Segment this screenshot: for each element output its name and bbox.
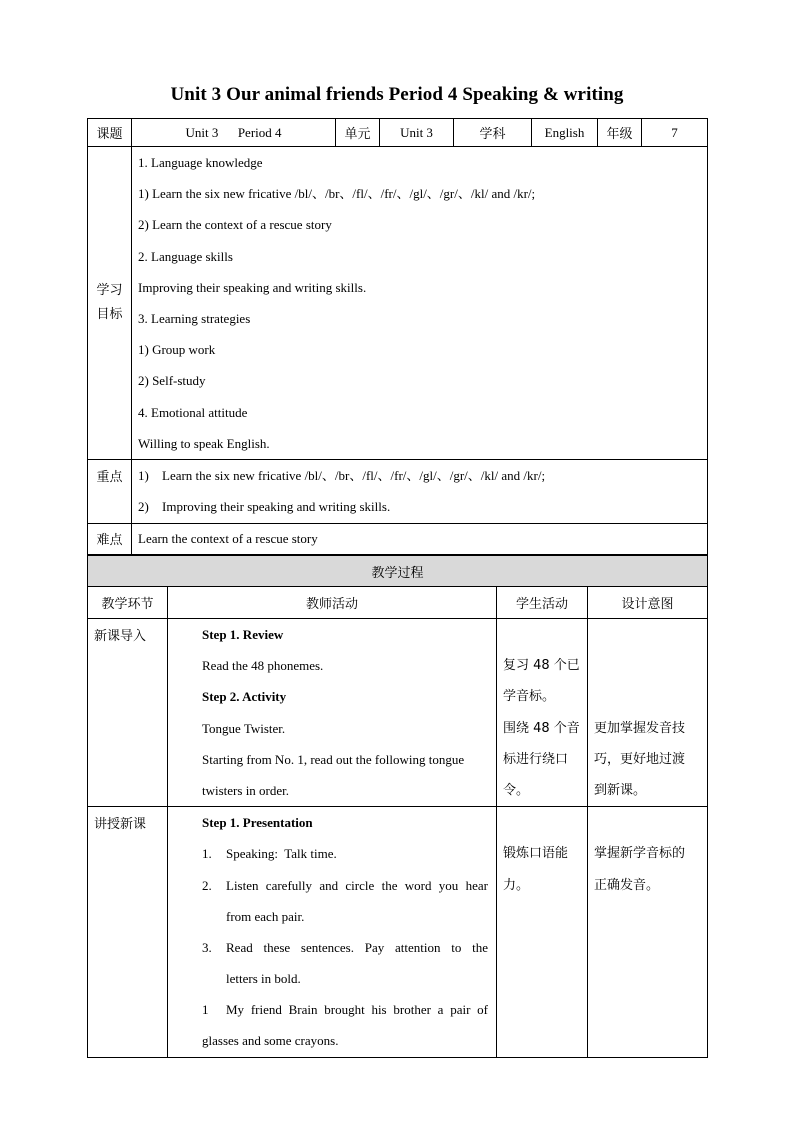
intent-line: 巧，更好地过渡 — [594, 751, 686, 767]
objective-line: 2. Language skills — [138, 248, 233, 264]
teacher-item — [202, 838, 488, 869]
intent-line — [594, 807, 701, 838]
teacher-item-text: Read these sentences. Pay attention to the — [226, 939, 488, 955]
subject-value: English — [532, 119, 598, 147]
teacher-activity-cell — [168, 807, 497, 1058]
objective-line: 1. Language knowledge — [138, 155, 263, 170]
key-point-number: 2) — [138, 499, 149, 515]
teacher-item-text: My friend Brain brought his brother a pair of — [226, 1002, 488, 1018]
difficult-points-label: 难点 — [88, 523, 132, 554]
objective-line: Improving their speaking and writing skills. — [138, 279, 367, 295]
key-point-item — [138, 460, 701, 491]
objective-line: 2) Self-study — [138, 373, 206, 389]
intent-line — [594, 650, 701, 681]
unit-label: 单元 — [336, 119, 380, 147]
teacher-item — [202, 901, 488, 932]
objective-line: 1) Learn the six new fricative /bl/、/br、/fl/、/fr/、/gl/、/gr/、/kl/ and /kr/; — [138, 186, 536, 202]
intent-line: 更加掌握发音技 — [594, 720, 686, 736]
topic-value: Unit 3 Period 4 — [132, 119, 336, 147]
grade-value: 7 — [642, 119, 708, 147]
teacher-item-text: Listen carefully and circle the word you hear — [226, 877, 488, 893]
teacher-item-text: letters in bold. — [226, 971, 301, 987]
lesson-info-table — [87, 118, 708, 555]
teacher-line: Step 2. Activity — [202, 689, 287, 705]
intent-line — [594, 681, 701, 712]
student-line: 力。 — [503, 877, 530, 893]
subject-label: 学科 — [454, 119, 532, 147]
student-line: 锻炼口语能 — [503, 846, 569, 862]
objective-line: 2) Learn the context of a rescue story — [138, 217, 332, 233]
teacher-line: Step 1. Presentation — [202, 815, 313, 831]
design-intent-cell — [588, 619, 708, 807]
objectives-content — [132, 147, 708, 460]
column-header-student: 学生活动 — [497, 587, 588, 619]
teacher-line: twisters in order. — [202, 782, 290, 798]
teacher-item — [202, 994, 488, 1025]
key-point-number: 1) — [138, 467, 149, 483]
teacher-item-number: 2. — [202, 877, 212, 893]
teacher-line: Tongue Twister. — [202, 720, 286, 736]
teacher-item-text: Speaking: Talk time. — [226, 846, 337, 862]
teacher-line: glasses and some crayons. — [202, 1033, 339, 1049]
key-point-text: Learn the six new fricative /bl/、/br、/fl/、/fr/、/gl/、/gr/、/kl/ and /kr/; — [162, 467, 546, 483]
key-point-item — [138, 491, 701, 522]
objectives-label-line1: 学习 — [96, 282, 123, 298]
teacher-item — [202, 870, 488, 901]
student-line: 围绕 48 个音 — [503, 720, 580, 736]
objective-line: 1) Group work — [138, 342, 216, 358]
objective-line: Willing to speak English. — [138, 435, 270, 451]
unit-value: Unit 3 — [380, 119, 454, 147]
objectives-label — [88, 147, 132, 460]
column-header-intent: 设计意图 — [588, 587, 708, 619]
key-point-text: Improving their speaking and writing skills. — [162, 499, 391, 515]
student-line — [503, 619, 581, 650]
column-header-teacher: 教师活动 — [168, 587, 497, 619]
student-line — [503, 807, 581, 838]
student-activity-cell — [497, 807, 588, 1058]
process-header: 教学过程 — [88, 556, 708, 587]
stage-cell: 新课导入 — [88, 619, 168, 807]
teacher-activity-cell — [168, 619, 497, 807]
student-line: 学音标。 — [503, 689, 556, 705]
teacher-line: Starting from No. 1, read out the following tongue — [202, 751, 465, 767]
teaching-process-table — [87, 555, 708, 1058]
teacher-item-number: 1. — [202, 846, 212, 862]
intent-line: 到新课。 — [594, 782, 647, 798]
objective-line: 4. Emotional attitude — [138, 404, 248, 420]
teacher-item-number: 1 — [202, 1002, 209, 1018]
grade-label: 年级 — [598, 119, 642, 147]
teacher-line: Step 1. Review — [202, 627, 284, 642]
column-header-stage: 教学环节 — [88, 587, 168, 619]
teacher-item-text: from each pair. — [226, 908, 305, 924]
document-title: Unit 3 Our animal friends Period 4 Speaking & writing — [170, 84, 624, 105]
intent-line: 正确发音。 — [594, 877, 660, 893]
student-line: 令。 — [503, 782, 530, 798]
key-points-content — [132, 459, 708, 523]
objective-line: 3. Learning strategies — [138, 310, 251, 326]
topic-label: 课题 — [88, 119, 132, 147]
intent-line — [594, 619, 701, 650]
objectives-label-line2: 目标 — [96, 306, 123, 322]
student-activity-cell — [497, 619, 588, 807]
stage-cell: 讲授新课 — [88, 807, 168, 1058]
teacher-item — [202, 932, 488, 963]
key-points-label: 重点 — [88, 459, 132, 523]
teacher-item — [202, 963, 488, 994]
intent-line: 掌握新学音标的 — [594, 846, 686, 862]
design-intent-cell — [588, 807, 708, 1058]
teacher-item-number: 3. — [202, 939, 212, 955]
difficult-points-text: Learn the context of a rescue story — [132, 523, 708, 554]
teacher-line: Read the 48 phonemes. — [202, 658, 324, 674]
student-line: 复习 48 个已 — [503, 658, 580, 674]
student-line: 标进行绕口 — [503, 751, 569, 767]
